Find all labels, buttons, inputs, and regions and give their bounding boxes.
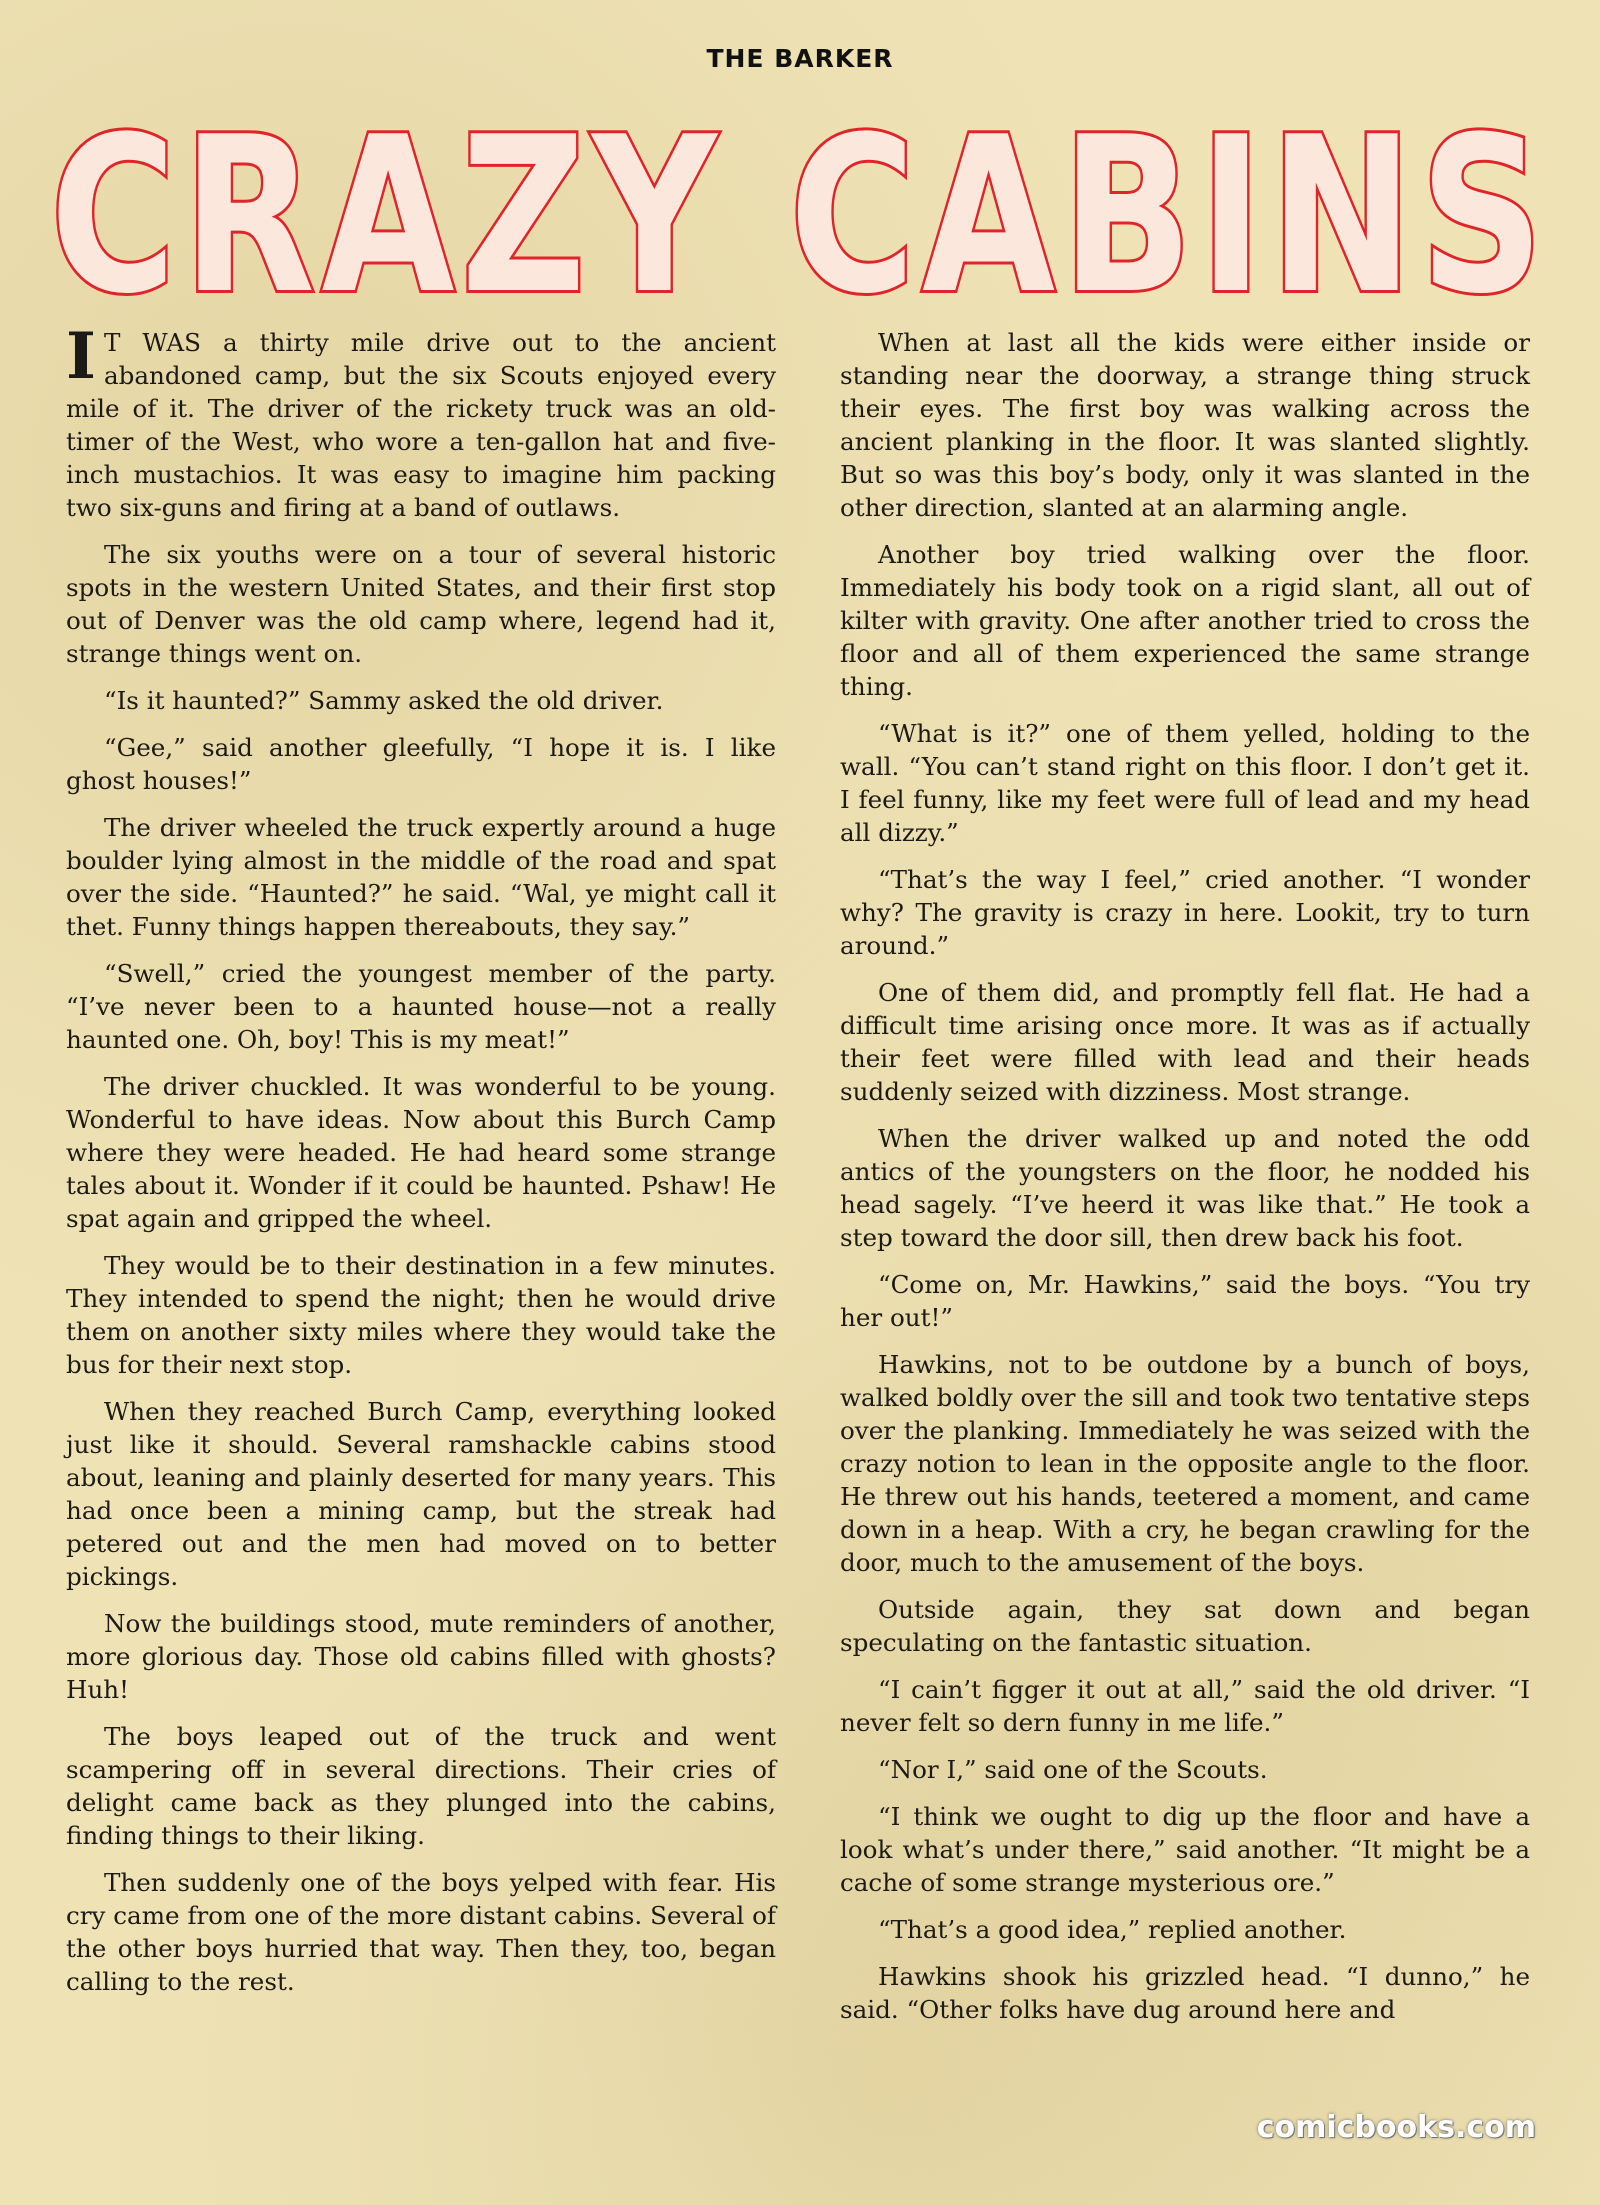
right-paragraph-12: “I think we ought to dig up the floor and have a look what’s under there,” said another. “It might be a cache of some strange mysterious ore.” bbox=[840, 1802, 1530, 1897]
left-paragraph-10: Now the buildings stood, mute reminders of another, more glorious day. Those old cabins filled with ghosts? Huh! bbox=[66, 1609, 776, 1704]
left-paragraph-4: “Gee,” said another gleefully, “I hope it is. I like ghost houses!” bbox=[66, 733, 776, 795]
magazine-header: THE BARKER bbox=[706, 44, 894, 73]
right-column bbox=[840, 326, 1530, 2040]
left-paragraph-5: The driver wheeled the truck expertly around a huge boulder lying almost in the middle of the road and spat over the side. “Haunted?” he said. “Wal, ye might call it thet. Funny things happen thereabouts, they say.” bbox=[66, 813, 776, 941]
right-paragraph-8: Hawkins, not to be outdone by a bunch of boys, walked boldly over the sill and took two tentative steps over the planking. Immediately he was seized with the crazy notion to lean in the opposite angle to the floor. He threw out his hands, teetered a moment, and came down in a heap. With a cry, he began crawling for the door, much to the amusement of the boys. bbox=[840, 1350, 1530, 1577]
left-paragraph-3: “Is it haunted?” Sammy asked the old driver. bbox=[104, 686, 664, 715]
left-paragraph-7: The driver chuckled. It was wonderful to be young. Wonderful to have ideas. Now about this Burch Camp where they were headed. He had heard some strange tales about it. Wonder if it could be haunted. Pshaw! He spat again and gripped the wheel. bbox=[66, 1072, 776, 1233]
right-paragraph-14: Hawkins shook his grizzled head. “I dunno,” he said. “Other folks have dug around here and bbox=[840, 1962, 1530, 2024]
right-paragraph-10: “I cain’t figger it out at all,” said the old driver. “I never felt so dern funny in me life.” bbox=[840, 1675, 1530, 1737]
left-paragraph-12: Then suddenly one of the boys yelped with fear. His cry came from one of the more distant cabins. Several of the other boys hurried that way. Then they, too, began calling to the rest. bbox=[66, 1868, 776, 1996]
left-paragraph-6: “Swell,” cried the youngest member of the party. “I’ve never been to a haunted house—not a really haunted one. Oh, boy! This is my meat!” bbox=[66, 959, 776, 1054]
right-paragraph-7: “Come on, Mr. Hawkins,” said the boys. “You try her out!” bbox=[840, 1270, 1530, 1332]
left-paragraph-8: They would be to their destination in a few minutes. They intended to spend the night; then he would drive them on another sixty miles where they would take the bus for their next stop. bbox=[66, 1251, 776, 1379]
story-title-text: CRAZY CABINS bbox=[50, 90, 1550, 323]
drop-cap: I bbox=[66, 319, 96, 394]
right-paragraph-6: When the driver walked up and noted the odd antics of the youngsters on the floor, he nodded his head sagely. “I’ve heerd it was like that.” He took a step toward the door sill, then drew back his foot. bbox=[840, 1124, 1530, 1252]
right-paragraph-5: One of them did, and promptly fell flat. He had a difficult time arising once more. It was as if actually their feet were filled with lead and their heads suddenly seized with dizziness. Most strange. bbox=[840, 978, 1530, 1106]
left-column bbox=[66, 319, 776, 2012]
right-paragraph-11: “Nor I,” said one of the Scouts. bbox=[878, 1755, 1268, 1784]
right-paragraph-1: When at last all the kids were either inside or standing near the doorway, a strange thing struck their eyes. The first boy was walking across the ancient planking in the floor. It was slanted slightly. But so was this boy’s body, only it was slanted in the other direction, slanted at an alarming angle. bbox=[840, 328, 1530, 522]
right-paragraph-13: “That’s a good idea,” replied another. bbox=[878, 1915, 1347, 1944]
left-paragraph-2: The six youths were on a tour of several historic spots in the western United States, and their first stop out of Denver was the old camp where, legend had it, strange things went on. bbox=[66, 540, 776, 668]
left-paragraph-1: I T WAS a thirty mile drive out to the ancient abandoned camp, but the six Scouts enjoyed every mile of it. The driver of the rickety truck was an old-timer of the West, who wore a ten-gallon hat and five-inch mustachios. It was easy to imagine him packing two six-guns and firing at a band of outlaws. bbox=[66, 319, 776, 522]
story-title bbox=[42, 78, 1558, 323]
left-paragraph-9: When they reached Burch Camp, everything looked just like it should. Several ramshackle cabins stood about, leaning and plainly deserted for many years. This had once been a mining camp, but the streak had petered out and the men had moved on to better pickings. bbox=[66, 1397, 776, 1591]
right-paragraph-4: “That’s the way I feel,” cried another. “I wonder why? The gravity is crazy in here. Lookit, try to turn around.” bbox=[840, 865, 1530, 960]
left-paragraph-11: The boys leaped out of the truck and went scampering off in several directions. Their cries of delight came back as they plunged into the cabins, finding things to their liking. bbox=[66, 1722, 776, 1850]
site-watermark: comicbooks.com bbox=[1256, 2110, 1536, 2145]
right-paragraph-9: Outside again, they sat down and began speculating on the fantastic situation. bbox=[840, 1595, 1530, 1657]
right-paragraph-2: Another boy tried walking over the floor. Immediately his body took on a rigid slant, all out of kilter with gravity. One after another tried to cross the floor and all of them experienced the same strange thing. bbox=[840, 540, 1530, 701]
right-paragraph-3: “What is it?” one of them yelled, holding to the wall. “You can’t stand right on this floor. I don’t get it. I feel funny, like my feet were full of lead and my head all dizzy.” bbox=[840, 719, 1530, 847]
